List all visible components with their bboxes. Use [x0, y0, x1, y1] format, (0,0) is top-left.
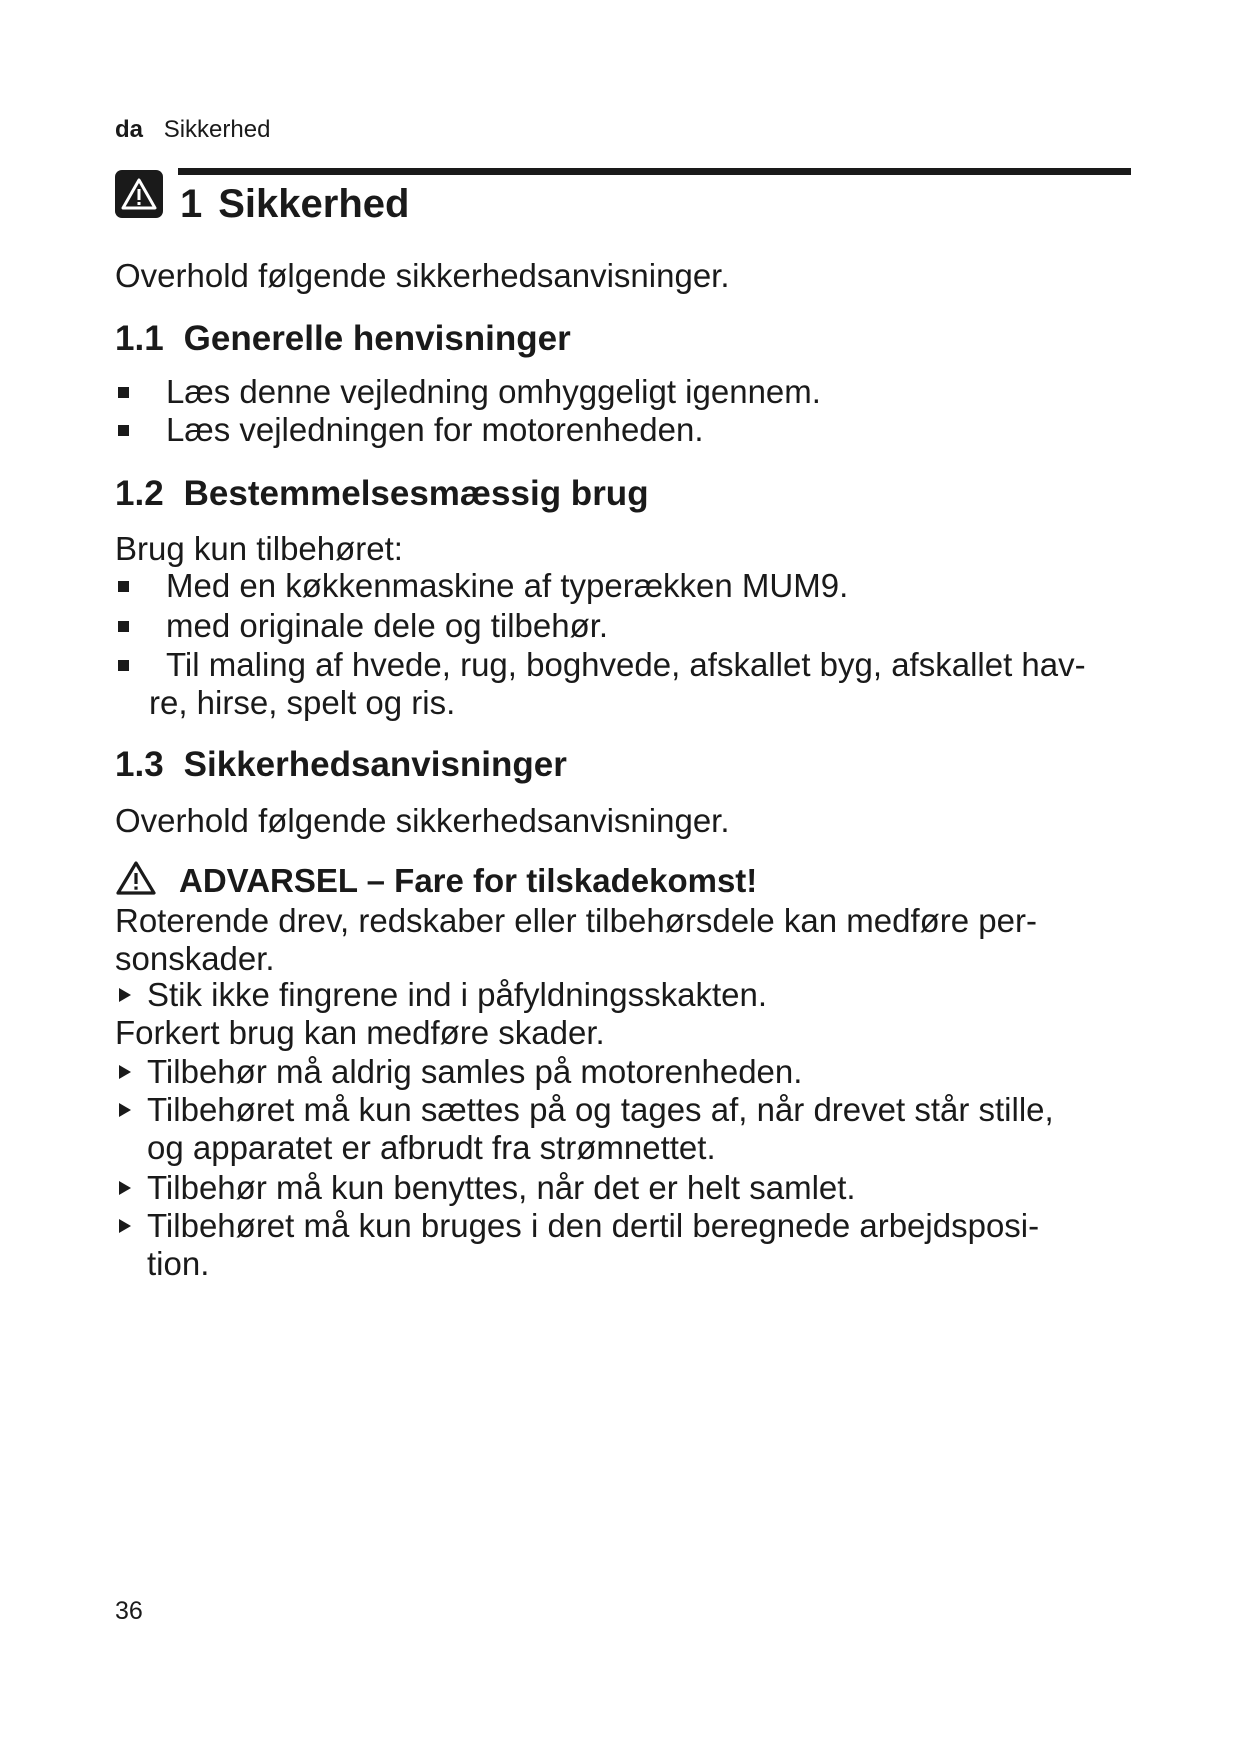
page-number: 36 [115, 1597, 143, 1625]
language-code: da [115, 116, 144, 143]
chapter-number: 1 [180, 182, 203, 226]
header-section: Sikkerhed [163, 116, 271, 143]
section-lead: Overhold følgende sikkerhedsanvisninger. [115, 802, 730, 839]
bullet-square-icon [118, 621, 129, 632]
arrow-right-icon [119, 988, 131, 1002]
chapter-title [180, 182, 409, 227]
warning-triangle-icon [115, 170, 163, 218]
arrow-right-icon [119, 1219, 131, 1233]
section-lead: Brug kun tilbehøret: [115, 530, 403, 567]
section-heading-1-2 [115, 474, 649, 514]
manual-page: da Sikkerhed 1 Sikkerhed Overhold følgende sikkerhedsanvisninger. 1.1 Generelle henvisninger Læs denne vejledning omhyggeligt igennem. Læs vejledningen for motorenheden. 1.2 Bestemmelsesmæssig brug Brug kun tilbehøret: Med en køkkenmaskine af typerækken MUM9. med originale dele og tilbehør. Til maling af hvede, rug, boghvede, afskallet byg, afskallet hav- re, hirse, spelt og ris. 1.3 Sikkerhedsanvisninger Overhold følgende sikkerhedsanvisninger. ADVARSEL – Fare for tilskadekomst! Roterende drev, redskaber eller tilbehørsdele kan medføre per- sonskader. Stik ikke fingrene ind i påfyldningsskakten. Forkert brug kan medføre skader. Tilbehør må aldrig samles på motorenheden. Tilbehøret må kun sættes på og tages af, når drevet står stille, og apparatet er afbrudt fra strømnettet. Tilbehør må kun benyttes, når det er helt samlet. Tilbehøret må kun bruges i den dertil beregnede arbejdsposi- tion. 36 [0, 0, 1241, 1754]
section-heading-1-3 [115, 745, 567, 785]
chapter-rule [178, 168, 1131, 175]
bullet-square-icon [118, 660, 129, 671]
chapter-title-text: Sikkerhed [218, 182, 410, 226]
warning-title: ADVARSEL – Fare for tilskadekomst! [179, 862, 758, 899]
arrow-right-icon [119, 1181, 131, 1195]
arrow-right-icon [119, 1103, 131, 1117]
warning-text: sonskader. [115, 940, 275, 977]
bullet-square-icon [118, 425, 129, 436]
arrow-right-icon [119, 1065, 131, 1079]
section-title: Sikkerhedsanvisninger [183, 745, 567, 784]
warning-text: Forkert brug kan medføre skader. [115, 1014, 605, 1051]
intro-text: Overhold følgende sikkerhedsanvisninger. [115, 257, 730, 294]
section-heading-1-1 [115, 319, 571, 359]
section-number: 1.2 [115, 474, 164, 513]
warning-text: Roterende drev, redskaber eller tilbehørsdele kan medføre per- [115, 902, 1037, 939]
section-number: 1.1 [115, 319, 164, 358]
warning-triangle-icon [115, 860, 157, 904]
section-title: Bestemmelsesmæssig brug [183, 474, 649, 513]
bullet-square-icon [118, 581, 129, 592]
section-number: 1.3 [115, 745, 164, 784]
section-title: Generelle henvisninger [183, 319, 571, 358]
bullet-square-icon [118, 387, 129, 398]
running-header [115, 116, 270, 144]
